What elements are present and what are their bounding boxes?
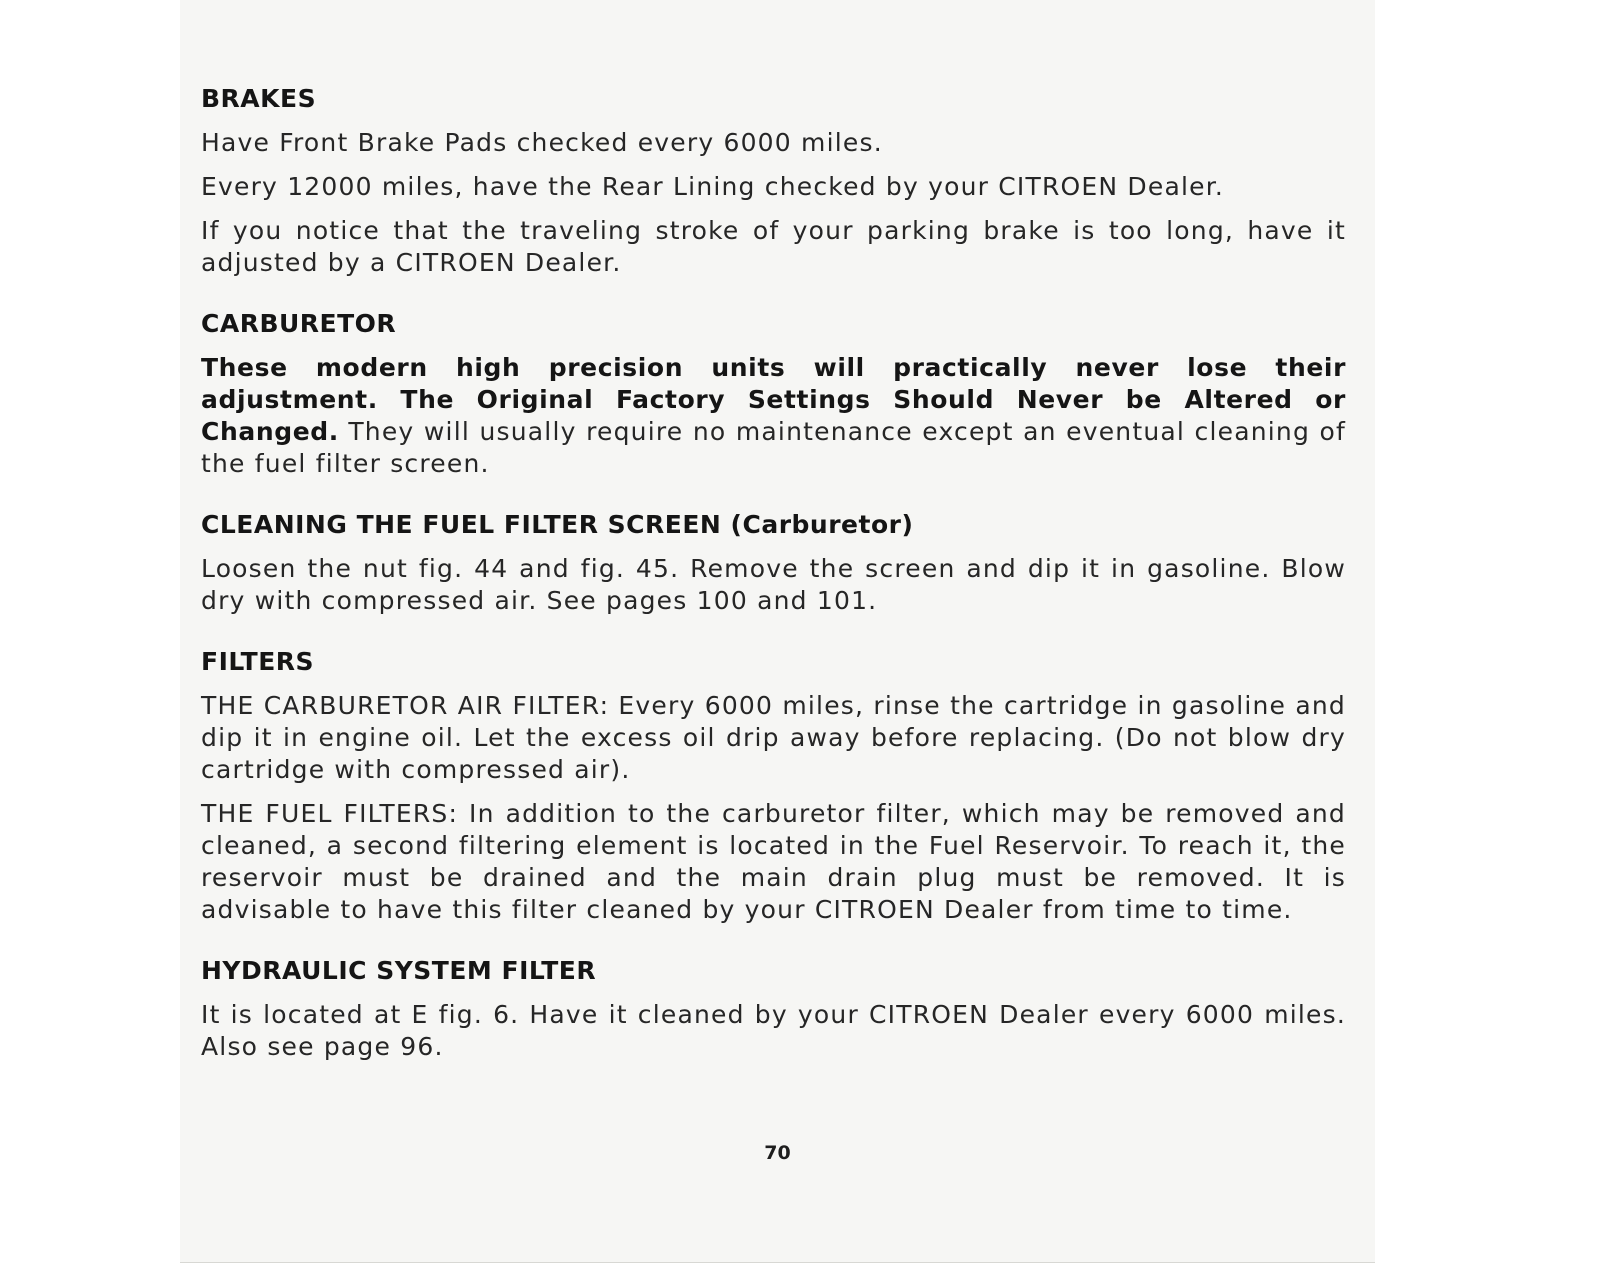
paragraph: Loosen the nut fig. 44 and fig. 45. Remove the screen and dip it in gasoline. Blow dry with compressed air. See pages 100 and 101. [201, 554, 1346, 615]
page-number: 70 [764, 1142, 791, 1164]
section-heading: BRAKES [201, 84, 317, 113]
section-hydraulic-filter [201, 956, 1346, 1063]
paragraph-text: They will usually require no maintenance except an eventual cleaning of the fuel filter screen. [201, 417, 1346, 478]
section-heading: CARBURETOR [201, 309, 397, 338]
paragraph: Have Front Brake Pads checked every 6000 miles. [201, 128, 883, 157]
section-heading: HYDRAULIC SYSTEM FILTER [201, 956, 597, 985]
paragraph: It is located at E fig. 6. Have it cleaned by your CITROEN Dealer every 6000 miles. Also see page 96. [201, 1000, 1346, 1061]
section-heading: CLEANING THE FUEL FILTER SCREEN (Carburetor) [201, 510, 914, 539]
section-cleaning-fuel-filter [201, 510, 1346, 617]
paragraph: If you notice that the traveling stroke of your parking brake is too long, have it adjusted by a CITROEN Dealer. [201, 216, 1346, 277]
manual-page [180, 0, 1375, 1263]
paragraph: THE FUEL FILTERS: In addition to the carburetor filter, which may be removed and cleaned, a second filtering element is located in the Fuel Reservoir. To reach it, the reservoir must be drained and the main drain plug must be removed. It is advisable to have this filter cleaned by your CITROEN Dealer from time to time. [201, 799, 1346, 924]
page-content [201, 84, 1346, 1093]
emphasized-text: These modern high precision units will practically never lose their adjustment. The Original Factory Settings Should Never be Altered or Changed. [201, 353, 1346, 446]
paragraph: THE CARBURETOR AIR FILTER: Every 6000 miles, rinse the cartridge in gasoline and dip it in engine oil. Let the excess oil drip away before replacing. (Do not blow dry cartridge with compressed air). [201, 691, 1346, 784]
section-brakes [201, 84, 1346, 279]
section-carburetor [201, 309, 1346, 480]
paragraph [201, 352, 1346, 480]
section-filters [201, 647, 1346, 926]
section-heading: FILTERS [201, 647, 315, 676]
paragraph: Every 12000 miles, have the Rear Lining checked by your CITROEN Dealer. [201, 172, 1225, 201]
